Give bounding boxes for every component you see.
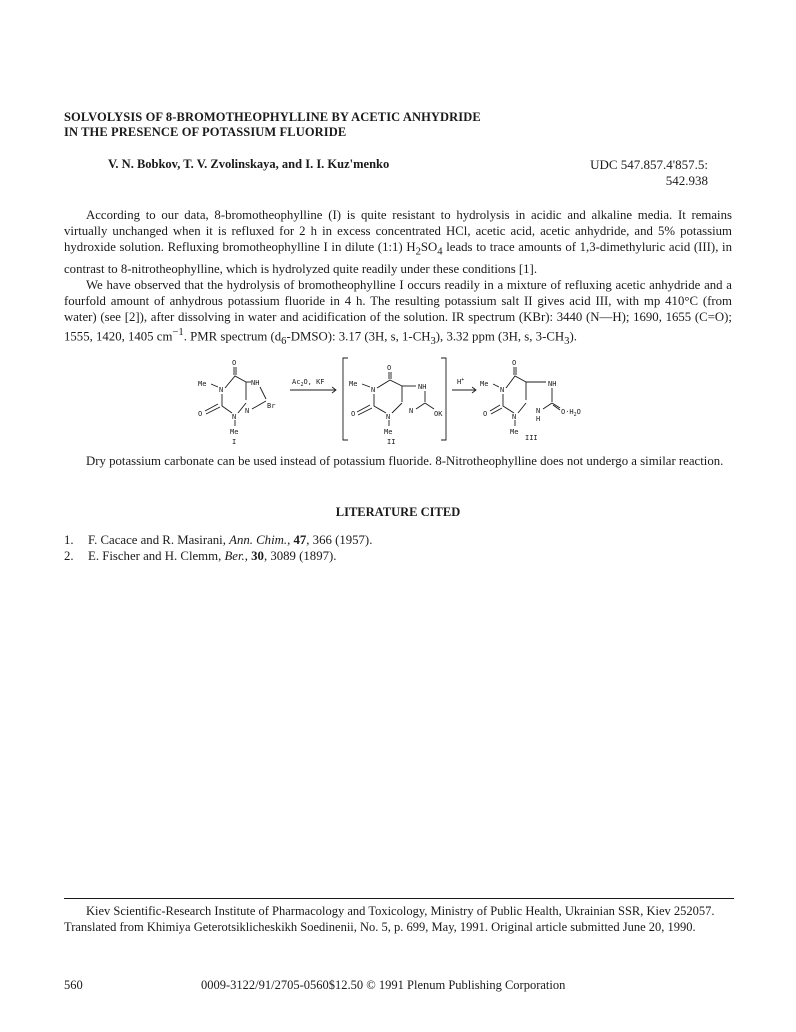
c3-n3-label: N [512, 413, 517, 421]
reagent-2: H+ [457, 377, 465, 386]
c1-n3-label: N [232, 413, 237, 421]
reaction-arrow-1 [290, 378, 336, 393]
c2-oxo2-label: O [351, 410, 356, 418]
reagent-1: $Ac_2O$, KF [292, 378, 325, 388]
copyright-line: 0009-3122/91/2705-0560$12.50 © 1991 Plenum Publishing Corporation [201, 978, 566, 992]
p2-text-b: . PMR spectrum (d [183, 328, 282, 343]
title-line-2: IN THE PRESENCE OF POTASSIUM FLUORIDE [64, 125, 347, 139]
p1-subscript-2: 4 [437, 246, 443, 258]
reference-list [64, 532, 372, 564]
ref-separator: , [287, 533, 294, 547]
p2-text-e: ). [569, 328, 577, 343]
ref-pages: , 3089 (1897). [263, 549, 337, 563]
body-text [64, 207, 732, 349]
udc-line-1: UDC 547.857.4'857.5: [590, 157, 708, 172]
p2-text-c: -DMSO): 3.17 (3H, s, 1-CH [286, 328, 431, 343]
ref-journal: Ann. Chim. [229, 533, 288, 547]
bracket-left [343, 358, 348, 440]
p2-superscript: −1 [172, 326, 184, 338]
p2-text-a: We have observed that the hydrolysis of bromotheophylline I occurs readily in a mixture of refluxing acetic anhydride and a fourfold amount of anhydrous potassium fluoride in 4 h. The resulting potassium salt II gives acid III, with mp 410°C (from water) (see [2]), after dissolving in water and acidification of the solution. IR spectrum (KBr): 3440 (N—H); 1690, 1655 (C=O); 1555, 1420, 1405 cm [64, 277, 732, 343]
c1-n9-label: N [245, 407, 250, 415]
reference-item [64, 548, 372, 564]
c1-methyl2-label: Me [230, 428, 239, 436]
c2-methyl2-label: Me [384, 428, 393, 436]
c3-methyl-label: Me [480, 380, 489, 388]
c3-h-label: H [536, 415, 541, 423]
c1-methyl-label: Me [198, 380, 207, 388]
compound-ii-label: II [387, 438, 396, 446]
title-line-1: SOLVOLYSIS OF 8-BROMOTHEOPHYLLINE BY ACETIC ANHYDRIDE [64, 110, 481, 124]
c1-oxo-label: O [232, 359, 237, 367]
c1-nh-label: NH [251, 379, 260, 387]
c3-hydrate-label: $O\cdot H_2O$ [561, 408, 581, 418]
ref-volume: 47 [293, 533, 307, 547]
c3-oxo-label: O [512, 359, 517, 367]
c3-n9-label: N [536, 407, 541, 415]
c2-n1-label: N [371, 386, 376, 394]
ref-authors: F. Cacace and R. Masirani, [88, 533, 230, 547]
c2-ok-label: OK [434, 410, 443, 418]
compound-ii [349, 364, 443, 446]
article-title [64, 110, 624, 140]
c2-methyl-label: Me [349, 380, 358, 388]
udc-line-2: 542.938 [665, 173, 708, 188]
bracket-right [441, 358, 446, 440]
ref-number: 2. [64, 549, 74, 563]
paragraph-2 [64, 277, 732, 350]
p1-text-b: SO [420, 240, 438, 254]
c3-oxo2-label: O [483, 410, 488, 418]
footnote-divider [64, 898, 734, 899]
p1-text-a: According to our data, 8-bromotheophylline (I) is quite resistant to hydrolysis in acidic and alkaline media. It remains virtually unchanged when it is refluxed for 2 h in excess concentrated HCl, acetic acid, acetic anhydride, and 5% potassium hydroxide solution. Refluxing bromotheophylline I in dilute (1:1) H [64, 208, 732, 254]
p2-subscript-1: 6 [281, 335, 287, 347]
reaction-scheme [196, 356, 616, 448]
reference-item [64, 532, 372, 548]
udc-code [590, 157, 708, 189]
c1-n1-label: N [219, 386, 224, 394]
page-number: 560 [64, 978, 83, 992]
paragraph-3 [64, 453, 732, 469]
ref-volume: 30 [251, 549, 264, 563]
ref-number: 1. [64, 533, 74, 547]
paragraph-1 [64, 207, 732, 277]
ref-journal: Ber. [224, 549, 245, 563]
compound-i [198, 359, 275, 446]
p2-text-d: ), 3.32 ppm (3H, s, 3-CH [435, 328, 565, 343]
ref-authors: E. Fischer and H. Clemm, [88, 549, 225, 563]
literature-heading: LITERATURE CITED [335, 505, 461, 519]
compound-iii [480, 359, 581, 442]
compound-i-label: I [232, 438, 237, 446]
p2-subscript-2: 3 [430, 335, 436, 347]
c3-n1-label: N [500, 386, 505, 394]
reaction-arrow-2 [452, 377, 476, 393]
c3-methyl2-label: Me [510, 428, 519, 436]
c2-nh-label: NH [418, 383, 427, 391]
c3-nh-label: NH [548, 380, 557, 388]
c1-bromo-label: Br [267, 402, 276, 410]
c1-oxo2-label: O [198, 410, 203, 418]
authors: V. N. Bobkov, T. V. Zvolinskaya, and I. I. Kuz'menko [108, 157, 390, 171]
ref-separator: , [244, 549, 252, 563]
compound-iii-label: III [525, 434, 538, 442]
paragraph-3-text: Dry potassium carbonate can be used instead of potassium fluoride. 8-Nitrotheophylline does not undergo a similar reaction. [86, 454, 724, 468]
affiliation-footnote: Kiev Scientific-Research Institute of Pharmacology and Toxicology, Ministry of Public Health, Ukrainian SSR, Kiev 252057. Translated from Khimiya Geterotsiklicheskikh Soedinenii, No. 5, p. 699, May, 1991. Original article submitted June 20, 1990. [64, 904, 715, 934]
c2-n3-label: N [386, 413, 391, 421]
p1-subscript: 2 [415, 246, 421, 258]
c2-oxo-label: O [387, 364, 392, 372]
c2-n9-label: N [409, 407, 414, 415]
ref-pages: , 366 (1957). [306, 533, 373, 547]
p1-text-c: leads to trace amounts of 1,3-dimethyluric acid (III), in contrast to 8-nitrotheophylline, which is hydrolyzed quite readily under these conditions [1]. [64, 240, 732, 276]
p2-subscript-3: 3 [564, 335, 570, 347]
